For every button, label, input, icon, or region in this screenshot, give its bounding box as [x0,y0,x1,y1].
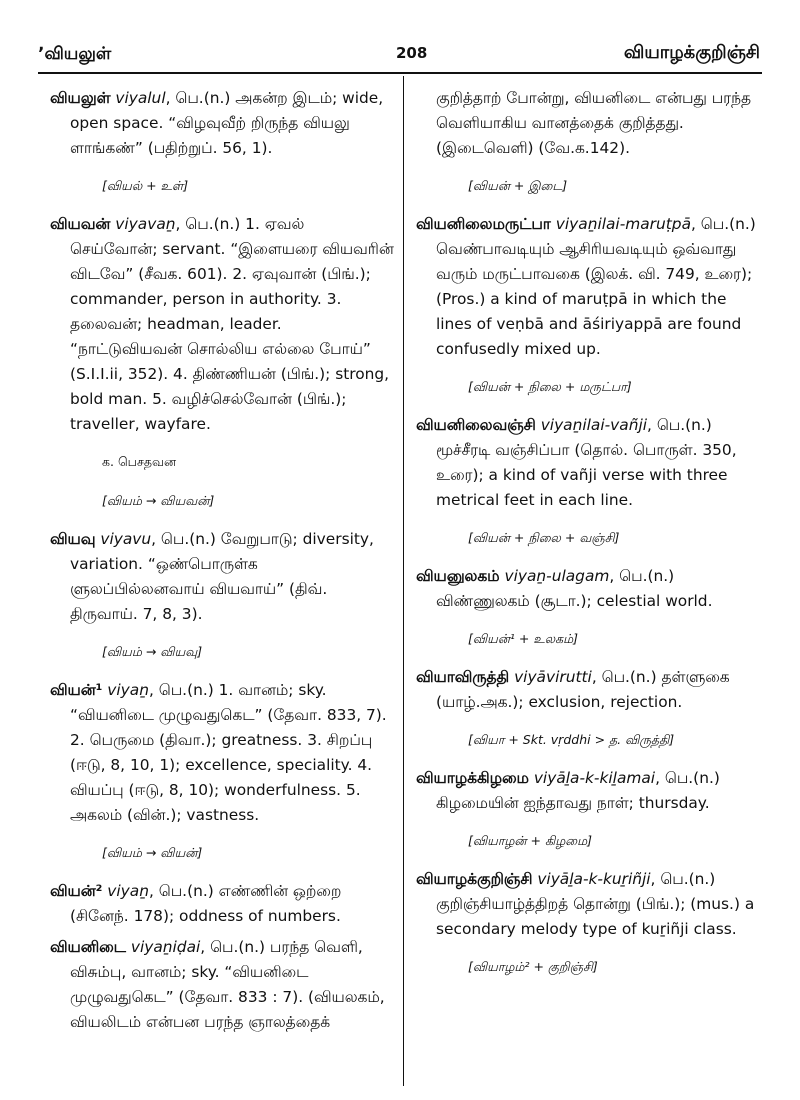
entry-headword: வியன்¹ [50,681,103,699]
dictionary-entry [50,527,396,627]
entry-headword: வியாவிருத்தி [416,668,510,686]
entry-definition: , பெ.(n.) பரந்த வெளி, விசும்பு, வானம்; sky. “வியனிடை முழுவதுகெட” (தேவா. 833 : 7). (வியலகம், வியலிடம் என்பன பரந்த ஞாலத்தைக் [70,938,385,1031]
etymology-note: [வியம் → வியன்] [102,845,203,860]
etymology-note: [வியன் + நிலை + வஞ்சி] [468,530,620,545]
entry-continuation: குறித்தாற் போன்று, வியனிடை என்பது பரந்த வெளியாகிய வானத்தைக் குறித்தது. (இடைவெளி) (வே.க.142). [436,89,752,157]
dictionary-entry [416,766,762,816]
etymology-note: [வியா + Skt. vṛddhi > த. விருத்தி] [468,732,675,747]
entry-definition: , பெ.(n.) தள்ளுகை (யாழ்.அக.); exclusion, rejection. [436,668,730,711]
dictionary-entry [416,564,762,614]
entry-transliteration: viyāvirutti [514,668,592,686]
entry-definition: , பெ.(n.) மூச்சீரடி வஞ்சிப்பா (தொல். பொருள். 350, உரை); a kind of vañji verse with three metrical feet in each line. [436,416,737,509]
entry-headword: வியவன் [50,215,111,233]
page-header [0,0,800,72]
entry-definition: , பெ.(n.) வெண்பாவடியும் ஆசிரியவடியும் ஒவ்வாது வரும் மருட்பாவகை (இலக். வி. 749, உரை); (Pros.) a kind of maruṭpā in which the lines of veṇbā and āśiriyappā are found confusedly mixed up. [436,215,756,358]
dictionary-entry [416,867,762,942]
dictionary-entry [50,879,396,929]
dictionary-entry [50,212,396,437]
entry-headword: வியலுள் [50,89,111,107]
entry-headword: வியாழக்குறிஞ்சி [416,870,533,888]
etymology-note: [வியம் → வியவன்] [102,493,215,508]
entry-headword: வியாழக்கிழமை [416,769,529,787]
entry-definition: , பெ.(n.) அகன்ற இடம்; wide, open space. “விழவுவீற் றிருந்த வியலு ளாங்கண்” (பதிற்றுப். 56, 1). [70,89,384,157]
column-divider [403,76,404,1086]
entry-transliteration: viyāḻa-k-kuṟiñji [537,870,651,888]
etymology-note: [வியன் + நிலை + மருட்பா] [468,379,632,394]
entry-transliteration: viyāḻa-k-kiḻamai [533,769,656,787]
entry-transliteration: viyaṉ-ulagam [504,567,610,585]
etymology-note: [வியம் → வியவு] [102,644,203,659]
header-left-guide-word: ʼவியலுள் [38,44,112,64]
header-rule [38,72,762,74]
entry-definition: , பெ.(n.) விண்ணுலகம் (சூடா.); celestial world. [436,567,713,610]
entry-headword: வியன்² [50,882,103,900]
entry-definition: , பெ.(n.) கிழமையின் ஐந்தாவது நாள்; thursday. [436,769,720,812]
etymology-note: [வியாழம்² + குறிஞ்சி] [468,959,598,974]
entry-transliteration: viyavaṉ [115,215,176,233]
dictionary-entry [416,413,762,513]
entry-transliteration: viyavu [100,530,152,548]
entry-transliteration: viyaṉ [107,681,149,699]
header-right-guide-word: வியாழக்குறிஞ்சி [623,42,760,63]
right-column [416,86,762,993]
entry-headword: வியனிலைமருட்பா [416,215,551,233]
entry-definition: , பெ.(n.) 1. வானம்; sky. “வியனிடை முழுவதுகெட” (தேவா. 833, 7). 2. பெருமை (திவா.); greatness. 3. சிறப்பு (ஈடு, 8, 10, 1); excellence, speciality. 4. வியப்பு (ஈடு, 8, 10); wonderfulness. 5. அகலம் (வின்.); vastness. [70,681,387,824]
etymology-note: [வியன் + இடை] [468,178,568,193]
etymology-note: [வியன்¹ + உலகம்] [468,631,579,646]
entry-transliteration: viyaṉiḍai [130,938,201,956]
dictionary-entry [50,86,396,161]
entry-headword: வியனிடை [50,938,126,956]
etymology-note: [வியல் + உள்] [102,178,189,193]
entry-definition: , பெ.(n.) எண்ணின் ஒற்றை (சினேந். 178); oddness of numbers. [70,882,342,925]
cognate-note: க. பெசதவன [102,454,177,469]
page-number: 208 [396,44,428,62]
entry-transliteration: viyaṉilai-vañji [540,416,648,434]
entry-transliteration: viyaṉ [107,882,149,900]
dictionary-entry [50,678,396,828]
left-column [50,86,396,1041]
entry-transliteration: viyaṉilai-maruṭpā [555,215,691,233]
entry-headword: வியனிலைவஞ்சி [416,416,536,434]
dictionary-entry [416,212,762,362]
etymology-note: [வியாழன் + கிழமை] [468,833,593,848]
entry-definition: , பெ.(n.) 1. ஏவல் செய்வோன்; servant. “இளையரை வியவரின் விடவே” (சீவக. 601). 2. ஏவுவான் (பிங்.); commander, person in authority. 3. தலைவன்; headman, leader. “நாட்டுவியவன் சொல்லிய எல்லை போய்” (S.I.I.ii, 352). 4. திண்ணியன் (பிங்.); strong, bold man. 5. வழிச்செல்வோன் (பிங்.); traveller, wayfare. [70,215,394,433]
entry-headword: வியனுலகம் [416,567,500,585]
entry-definition: , பெ.(n.) குறிஞ்சியாழ்த்திறத் தொன்று (பிங்.); (mus.) a secondary melody type of kuṟiñji class. [436,870,755,938]
dictionary-entry [50,935,396,1035]
entry-transliteration: viyalul [115,89,166,107]
dictionary-entry [416,665,762,715]
entry-definition: , பெ.(n.) வேறுபாடு; diversity, variation. “ஒண்பொருள்க ளுலப்பில்லனவாய் வியவாய்” (திவ். திருவாய். 7, 8, 3). [70,530,374,623]
entry-headword: வியவு [50,530,96,548]
